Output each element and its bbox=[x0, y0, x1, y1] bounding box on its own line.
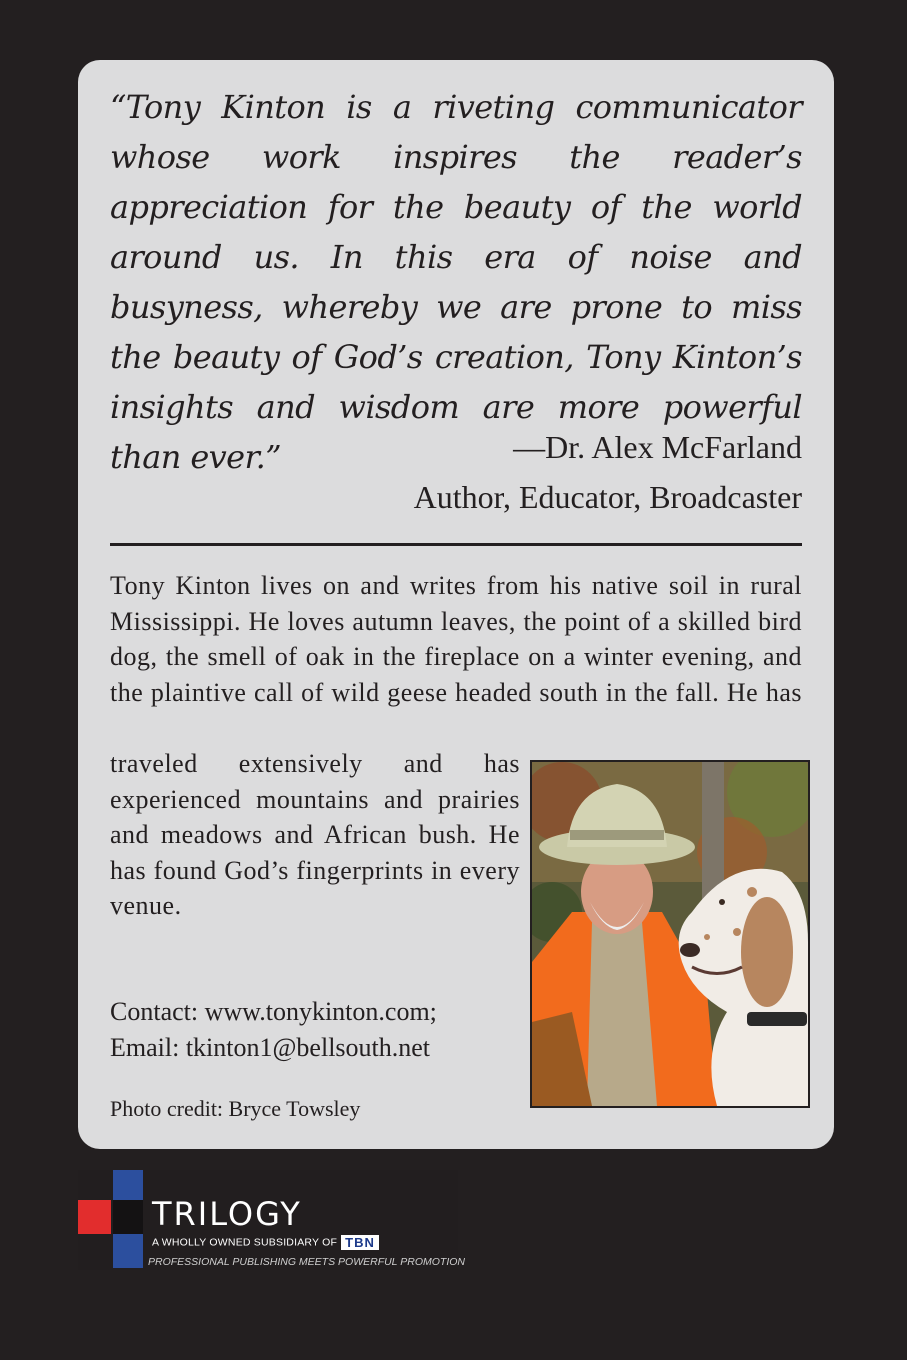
logo-square-blue-top bbox=[113, 1170, 143, 1200]
contact-website: Contact: www.tonykinton.com; bbox=[110, 997, 437, 1026]
logo-square-dark bbox=[113, 1200, 143, 1234]
contact-email: Email: tkinton1@bellsouth.net bbox=[110, 1032, 431, 1062]
divider-rule bbox=[110, 543, 802, 546]
endorsement-quote: “Tony Kinton is a riveting communicator whose work inspires the reader’s appreciation for the beauty of the world around us. In this era of noise and busyness, whereby we are prone to miss the beauty of God’s creation, Tony Kinton’s insights and wisdom are more powerful than ever.” bbox=[110, 88, 802, 476]
contact-info bbox=[110, 994, 437, 1065]
author-with-dog-image bbox=[532, 762, 808, 1106]
logo-square-blue-bottom bbox=[113, 1234, 143, 1268]
tbn-logo: TBN bbox=[341, 1235, 379, 1250]
author-bio-top: Tony Kinton lives on and writes from his native soil in rural Mississippi. He loves autumn leaves, the point of a skilled bird dog, the smell of oak in the fireplace on a winter evening, and the plaintive call of wild geese headed south in the fall. He has bbox=[110, 571, 802, 707]
logo-subsidiary-text: A WHOLLY OWNED SUBSIDIARY OF bbox=[152, 1236, 338, 1249]
trilogy-logo bbox=[78, 1170, 465, 1270]
photo-credit: Photo credit: Bryce Towsley bbox=[110, 1096, 361, 1121]
author-photo bbox=[530, 760, 810, 1108]
logo-square-red bbox=[78, 1200, 111, 1234]
endorsement-attribution bbox=[414, 422, 802, 522]
logo-subsidiary-line bbox=[152, 1235, 379, 1250]
endorsement-author: —Dr. Alex McFarland bbox=[513, 429, 802, 465]
author-bio-bottom: traveled extensively and has experienced mountains and prairies and meadows and African bush. He has found God’s fingerprints in every venue. bbox=[110, 749, 520, 920]
back-cover-panel bbox=[78, 60, 834, 1149]
logo-brand-name: TRILOGY bbox=[152, 1195, 302, 1233]
logo-tagline: PROFESSIONAL PUBLISHING MEETS POWERFUL PROMOTION bbox=[148, 1256, 465, 1268]
endorsement-author-title: Author, Educator, Broadcaster bbox=[413, 479, 802, 515]
